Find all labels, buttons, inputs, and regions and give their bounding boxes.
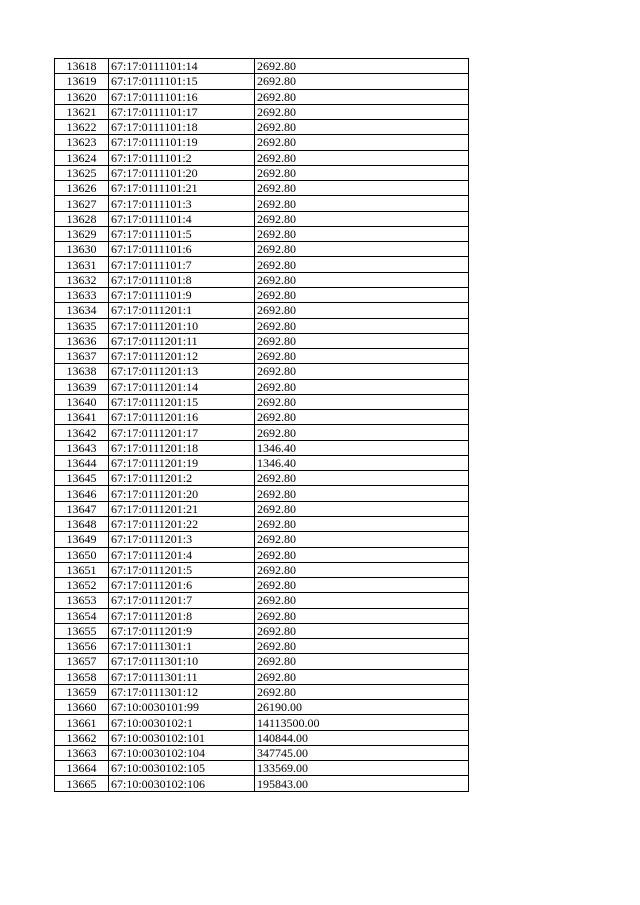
value-cell: 2692.80 — [255, 593, 469, 608]
row-number-cell: 13661 — [55, 715, 109, 730]
value-cell: 2692.80 — [255, 379, 469, 394]
cadastral-number-cell: 67:17:0111201:13 — [109, 364, 255, 379]
table-row — [55, 532, 469, 547]
row-number-cell: 13647 — [55, 501, 109, 516]
cadastral-number-cell: 67:17:0111101:16 — [109, 89, 255, 104]
table-row — [55, 745, 469, 760]
value-cell: 2692.80 — [255, 562, 469, 577]
value-cell: 347745.00 — [255, 745, 469, 760]
value-cell: 2692.80 — [255, 623, 469, 638]
cadastral-number-cell: 67:17:0111101:14 — [109, 59, 255, 74]
cadastral-number-cell: 67:17:0111101:6 — [109, 242, 255, 257]
value-cell: 26190.00 — [255, 700, 469, 715]
cadastral-number-cell: 67:17:0111101:4 — [109, 211, 255, 226]
row-number-cell: 13641 — [55, 410, 109, 425]
value-cell: 2692.80 — [255, 547, 469, 562]
row-number-cell: 13651 — [55, 562, 109, 577]
value-cell: 14113500.00 — [255, 715, 469, 730]
cadastral-number-cell: 67:17:0111201:22 — [109, 516, 255, 531]
table-row — [55, 120, 469, 135]
table-row — [55, 516, 469, 531]
value-cell: 2692.80 — [255, 654, 469, 669]
table-row — [55, 59, 469, 74]
row-number-cell: 13648 — [55, 516, 109, 531]
table-row — [55, 150, 469, 165]
value-cell: 2692.80 — [255, 608, 469, 623]
row-number-cell: 13655 — [55, 623, 109, 638]
row-number-cell: 13662 — [55, 730, 109, 745]
row-number-cell: 13635 — [55, 318, 109, 333]
cadastral-number-cell: 67:10:0030102:106 — [109, 776, 255, 791]
table-row — [55, 425, 469, 440]
table-row — [55, 257, 469, 272]
table-row — [55, 89, 469, 104]
row-number-cell: 13653 — [55, 593, 109, 608]
value-cell: 2692.80 — [255, 104, 469, 119]
value-cell: 2692.80 — [255, 165, 469, 180]
cadastral-number-cell: 67:17:0111101:19 — [109, 135, 255, 150]
cadastral-number-cell: 67:17:0111201:14 — [109, 379, 255, 394]
value-cell: 2692.80 — [255, 669, 469, 684]
row-number-cell: 13644 — [55, 455, 109, 470]
cadastral-number-cell: 67:17:0111301:10 — [109, 654, 255, 669]
table-row — [55, 684, 469, 699]
cadastral-number-cell: 67:17:0111301:11 — [109, 669, 255, 684]
row-number-cell: 13649 — [55, 532, 109, 547]
row-number-cell: 13663 — [55, 745, 109, 760]
cadastral-number-cell: 67:17:0111201:20 — [109, 486, 255, 501]
table-row — [55, 700, 469, 715]
row-number-cell: 13665 — [55, 776, 109, 791]
row-number-cell: 13633 — [55, 287, 109, 302]
cadastral-number-cell: 67:17:0111301:12 — [109, 684, 255, 699]
table-row — [55, 776, 469, 791]
table-row — [55, 593, 469, 608]
table-row — [55, 410, 469, 425]
cadastral-number-cell: 67:17:0111101:3 — [109, 196, 255, 211]
value-cell: 2692.80 — [255, 684, 469, 699]
row-number-cell: 13632 — [55, 272, 109, 287]
cadastral-number-cell: 67:17:0111101:17 — [109, 104, 255, 119]
cadastral-number-cell: 67:17:0111201:17 — [109, 425, 255, 440]
row-number-cell: 13645 — [55, 471, 109, 486]
cadastral-number-cell: 67:17:0111201:9 — [109, 623, 255, 638]
row-number-cell: 13631 — [55, 257, 109, 272]
value-cell: 2692.80 — [255, 516, 469, 531]
value-cell: 2692.80 — [255, 501, 469, 516]
table-row — [55, 135, 469, 150]
row-number-cell: 13618 — [55, 59, 109, 74]
value-cell: 2692.80 — [255, 135, 469, 150]
row-number-cell: 13634 — [55, 303, 109, 318]
cadastral-number-cell: 67:17:0111201:2 — [109, 471, 255, 486]
cadastral-number-cell: 67:17:0111101:15 — [109, 74, 255, 89]
value-cell: 2692.80 — [255, 364, 469, 379]
row-number-cell: 13623 — [55, 135, 109, 150]
table-row — [55, 455, 469, 470]
table-row — [55, 349, 469, 364]
data-table — [54, 58, 469, 792]
value-cell: 2692.80 — [255, 287, 469, 302]
value-cell: 2692.80 — [255, 578, 469, 593]
row-number-cell: 13630 — [55, 242, 109, 257]
row-number-cell: 13657 — [55, 654, 109, 669]
row-number-cell: 13619 — [55, 74, 109, 89]
table-row — [55, 547, 469, 562]
table-row — [55, 578, 469, 593]
cadastral-number-cell: 67:17:0111101:8 — [109, 272, 255, 287]
row-number-cell: 13640 — [55, 394, 109, 409]
cadastral-number-cell: 67:17:0111201:1 — [109, 303, 255, 318]
cadastral-number-cell: 67:17:0111201:4 — [109, 547, 255, 562]
cadastral-number-cell: 67:10:0030101:99 — [109, 700, 255, 715]
table-row — [55, 730, 469, 745]
row-number-cell: 13626 — [55, 181, 109, 196]
cadastral-number-cell: 67:17:0111201:15 — [109, 394, 255, 409]
value-cell: 2692.80 — [255, 120, 469, 135]
value-cell: 195843.00 — [255, 776, 469, 791]
cadastral-number-cell: 67:17:0111201:10 — [109, 318, 255, 333]
table-row — [55, 471, 469, 486]
table-row — [55, 501, 469, 516]
row-number-cell: 13624 — [55, 150, 109, 165]
table-row — [55, 761, 469, 776]
row-number-cell: 13637 — [55, 349, 109, 364]
value-cell: 2692.80 — [255, 226, 469, 241]
value-cell: 2692.80 — [255, 333, 469, 348]
value-cell: 2692.80 — [255, 303, 469, 318]
table-row — [55, 669, 469, 684]
value-cell: 1346.40 — [255, 440, 469, 455]
cadastral-number-cell: 67:17:0111201:3 — [109, 532, 255, 547]
cadastral-number-cell: 67:17:0111201:21 — [109, 501, 255, 516]
row-number-cell: 13620 — [55, 89, 109, 104]
row-number-cell: 13627 — [55, 196, 109, 211]
cadastral-number-cell: 67:17:0111201:6 — [109, 578, 255, 593]
row-number-cell: 13660 — [55, 700, 109, 715]
value-cell: 2692.80 — [255, 150, 469, 165]
row-number-cell: 13643 — [55, 440, 109, 455]
value-cell: 2692.80 — [255, 486, 469, 501]
row-number-cell: 13656 — [55, 639, 109, 654]
value-cell: 2692.80 — [255, 181, 469, 196]
table-row — [55, 272, 469, 287]
cadastral-number-cell: 67:17:0111101:20 — [109, 165, 255, 180]
table-row — [55, 104, 469, 119]
row-number-cell: 13629 — [55, 226, 109, 241]
row-number-cell: 13621 — [55, 104, 109, 119]
table-row — [55, 211, 469, 226]
cadastral-number-cell: 67:17:0111201:18 — [109, 440, 255, 455]
cadastral-number-cell: 67:10:0030102:101 — [109, 730, 255, 745]
row-number-cell: 13638 — [55, 364, 109, 379]
value-cell: 2692.80 — [255, 196, 469, 211]
table-row — [55, 74, 469, 89]
table-row — [55, 287, 469, 302]
row-number-cell: 13664 — [55, 761, 109, 776]
cadastral-number-cell: 67:17:0111201:12 — [109, 349, 255, 364]
row-number-cell: 13659 — [55, 684, 109, 699]
table-row — [55, 181, 469, 196]
cadastral-number-cell: 67:10:0030102:104 — [109, 745, 255, 760]
row-number-cell: 13652 — [55, 578, 109, 593]
table-row — [55, 303, 469, 318]
value-cell: 2692.80 — [255, 89, 469, 104]
table-row — [55, 715, 469, 730]
row-number-cell: 13625 — [55, 165, 109, 180]
value-cell: 2692.80 — [255, 272, 469, 287]
table-row — [55, 333, 469, 348]
value-cell: 133569.00 — [255, 761, 469, 776]
value-cell: 2692.80 — [255, 59, 469, 74]
table-row — [55, 639, 469, 654]
value-cell: 2692.80 — [255, 74, 469, 89]
cadastral-number-cell: 67:17:0111201:8 — [109, 608, 255, 623]
cadastral-number-cell: 67:17:0111201:19 — [109, 455, 255, 470]
row-number-cell: 13650 — [55, 547, 109, 562]
value-cell: 2692.80 — [255, 532, 469, 547]
value-cell: 2692.80 — [255, 242, 469, 257]
cadastral-number-cell: 67:17:0111201:7 — [109, 593, 255, 608]
table-row — [55, 226, 469, 241]
table-row — [55, 318, 469, 333]
value-cell: 2692.80 — [255, 211, 469, 226]
cadastral-number-cell: 67:17:0111101:18 — [109, 120, 255, 135]
table-row — [55, 242, 469, 257]
value-cell: 2692.80 — [255, 349, 469, 364]
table-row — [55, 486, 469, 501]
cadastral-number-cell: 67:17:0111101:5 — [109, 226, 255, 241]
table-row — [55, 379, 469, 394]
table-row — [55, 394, 469, 409]
cadastral-number-cell: 67:17:0111101:9 — [109, 287, 255, 302]
table-row — [55, 608, 469, 623]
row-number-cell: 13639 — [55, 379, 109, 394]
row-number-cell: 13658 — [55, 669, 109, 684]
value-cell: 140844.00 — [255, 730, 469, 745]
cadastral-number-cell: 67:17:0111201:5 — [109, 562, 255, 577]
row-number-cell: 13642 — [55, 425, 109, 440]
cadastral-number-cell: 67:17:0111101:21 — [109, 181, 255, 196]
value-cell: 2692.80 — [255, 257, 469, 272]
row-number-cell: 13654 — [55, 608, 109, 623]
row-number-cell: 13622 — [55, 120, 109, 135]
cadastral-number-cell: 67:17:0111101:7 — [109, 257, 255, 272]
table-row — [55, 654, 469, 669]
table-row — [55, 440, 469, 455]
row-number-cell: 13628 — [55, 211, 109, 226]
row-number-cell: 13646 — [55, 486, 109, 501]
value-cell: 2692.80 — [255, 425, 469, 440]
value-cell: 2692.80 — [255, 318, 469, 333]
value-cell: 1346.40 — [255, 455, 469, 470]
table-body — [55, 59, 469, 792]
cadastral-number-cell: 67:17:0111101:2 — [109, 150, 255, 165]
table-row — [55, 364, 469, 379]
table-row — [55, 562, 469, 577]
cadastral-number-cell: 67:17:0111201:16 — [109, 410, 255, 425]
table-row — [55, 165, 469, 180]
value-cell: 2692.80 — [255, 410, 469, 425]
table-row — [55, 623, 469, 638]
cadastral-number-cell: 67:10:0030102:1 — [109, 715, 255, 730]
row-number-cell: 13636 — [55, 333, 109, 348]
cadastral-number-cell: 67:17:0111201:11 — [109, 333, 255, 348]
value-cell: 2692.80 — [255, 471, 469, 486]
value-cell: 2692.80 — [255, 394, 469, 409]
cadastral-number-cell: 67:10:0030102:105 — [109, 761, 255, 776]
cadastral-number-cell: 67:17:0111301:1 — [109, 639, 255, 654]
value-cell: 2692.80 — [255, 639, 469, 654]
table-row — [55, 196, 469, 211]
